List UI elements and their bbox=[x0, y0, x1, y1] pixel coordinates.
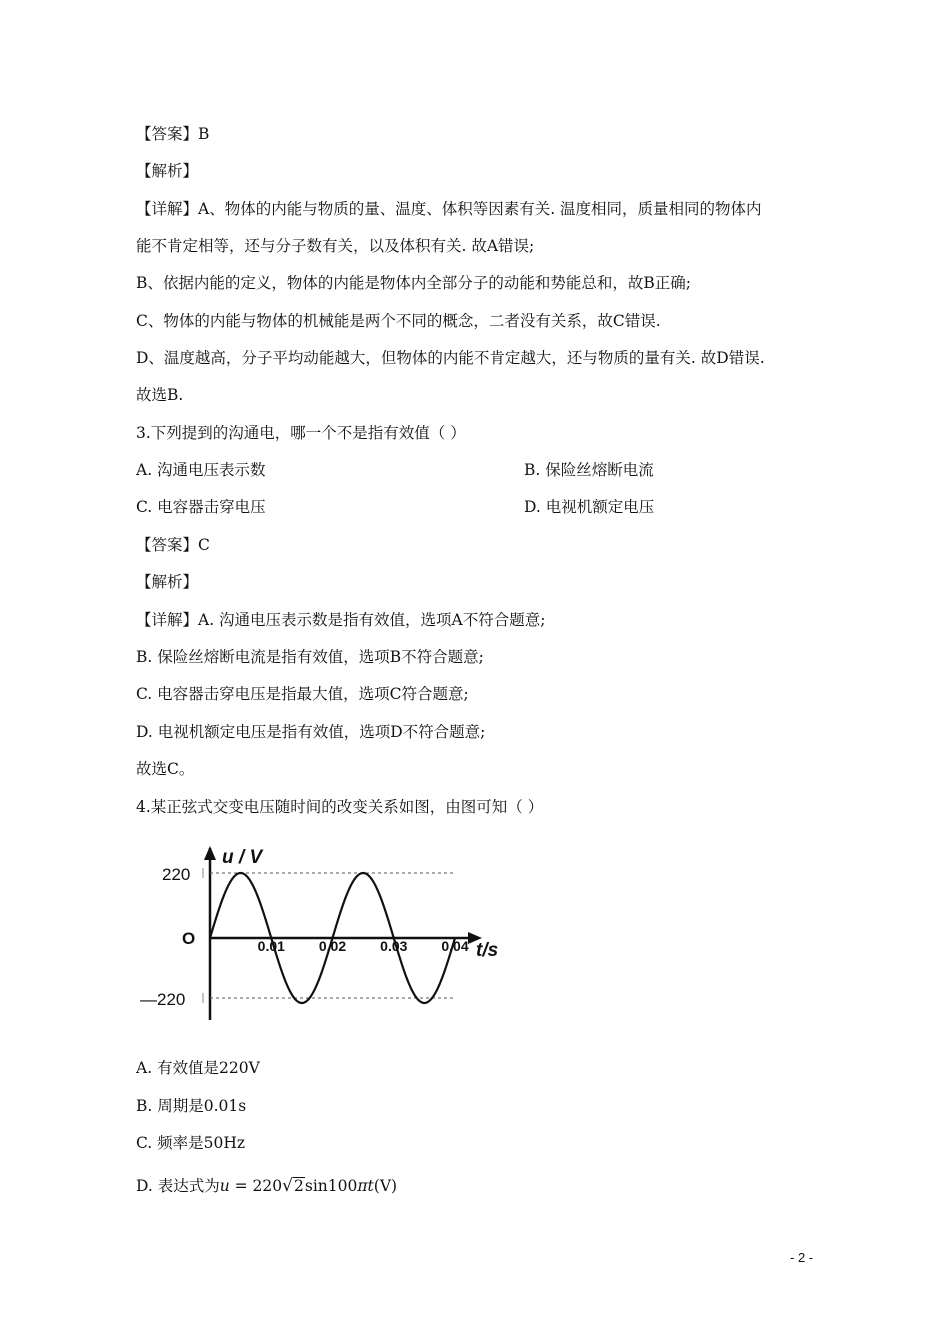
q2-conclusion: 故选B. bbox=[136, 386, 184, 404]
x-tick-label-0.01: 0.01 bbox=[257, 938, 285, 954]
x-tick-label-0.02: 0.02 bbox=[318, 938, 347, 954]
page-number: - 2 - bbox=[790, 1250, 814, 1265]
q4-option-d-pi: π bbox=[357, 1177, 368, 1195]
q2-detail-line-2: 能不肯定相等，还与分子数有关，以及体积有关. 故A错误; bbox=[136, 237, 535, 255]
q3-detail-line-4: D. 电视机额定电压是指有效值，选项D不符合题意; bbox=[136, 723, 486, 741]
x-tick-label-0.04: 0.04 bbox=[441, 938, 469, 954]
y-max-label: 220 bbox=[162, 865, 191, 884]
q3-conclusion: 故选C。 bbox=[136, 760, 195, 778]
q2-answer: 【答案】B bbox=[136, 125, 210, 143]
q3-stem: 3.下列提到的沟通电，哪一个不是指有效值（ ） bbox=[136, 424, 466, 442]
y-axis-label: u / V bbox=[222, 847, 263, 868]
q3-option-a: A. 沟通电压表示数 bbox=[136, 461, 266, 479]
q4-option-d-eq: = 220 bbox=[229, 1177, 283, 1195]
q2-analysis-heading: 【解析】 bbox=[136, 162, 199, 180]
q2-detail-line-3: B、依据内能的定义，物体的内能是物体内全部分子的动能和势能总和，故B正确; bbox=[136, 274, 692, 292]
q2-detail-line-1: 【详解】A、物体的内能与物质的量、温度、体积等因素有关. 温度相同，质量相同的物体内 bbox=[136, 200, 762, 218]
q3-detail-line-3: C. 电容器击穿电压是指最大值，选项C符合题意; bbox=[136, 685, 469, 703]
q3-analysis-heading: 【解析】 bbox=[136, 573, 199, 591]
q4-stem: 4.某正弦式交变电压随时间的改变关系如图，由图可知（ ） bbox=[136, 798, 544, 816]
q4-option-d-sqrt: 2 bbox=[294, 1177, 304, 1195]
q4-option-d: D. 表达式为u = 220√2sin100πt(V) bbox=[136, 1176, 398, 1196]
q4-option-d-u: u bbox=[219, 1177, 230, 1195]
x-tick-label-0.03: 0.03 bbox=[380, 938, 408, 954]
q4-option-d-prefix: D. 表达式为 bbox=[136, 1177, 220, 1195]
q4-option-d-t: t bbox=[367, 1177, 374, 1195]
q2-detail-line-5: D、温度越高，分子平均动能越大，但物体的内能不肯定越大，还与物质的量有关. 故D错误. bbox=[136, 349, 765, 367]
q4-option-d-unit: (V) bbox=[373, 1177, 398, 1195]
q4-option-a: A. 有效值是220V bbox=[136, 1059, 260, 1077]
q3-detail-line-1: 【详解】A. 沟通电压表示数是指有效值，选项A不符合题意; bbox=[136, 611, 546, 629]
origin-label: O bbox=[182, 929, 196, 948]
q2-detail-line-4: C、物体的内能与物体的机械能是两个不同的概念，二者没有关系，故C错误. bbox=[136, 312, 661, 330]
y-axis-arrow bbox=[204, 846, 216, 860]
q4-option-d-sin: sin100 bbox=[304, 1177, 358, 1195]
y-min-label: —220 bbox=[140, 990, 186, 1009]
q4-option-c: C. 频率是50Hz bbox=[136, 1134, 246, 1152]
q4-voltage-graph bbox=[140, 838, 520, 1028]
q3-option-c: C. 电容器击穿电压 bbox=[136, 498, 266, 516]
q3-answer: 【答案】C bbox=[136, 536, 210, 554]
q3-option-d: D. 电视机额定电压 bbox=[524, 498, 655, 516]
q3-detail-line-2: B. 保险丝熔断电流是指有效值，选项B不符合题意; bbox=[136, 648, 484, 666]
q4-option-b: B. 周期是0.01s bbox=[136, 1097, 247, 1115]
q3-option-b: B. 保险丝熔断电流 bbox=[524, 461, 654, 479]
x-axis-label: t/s bbox=[476, 940, 499, 961]
